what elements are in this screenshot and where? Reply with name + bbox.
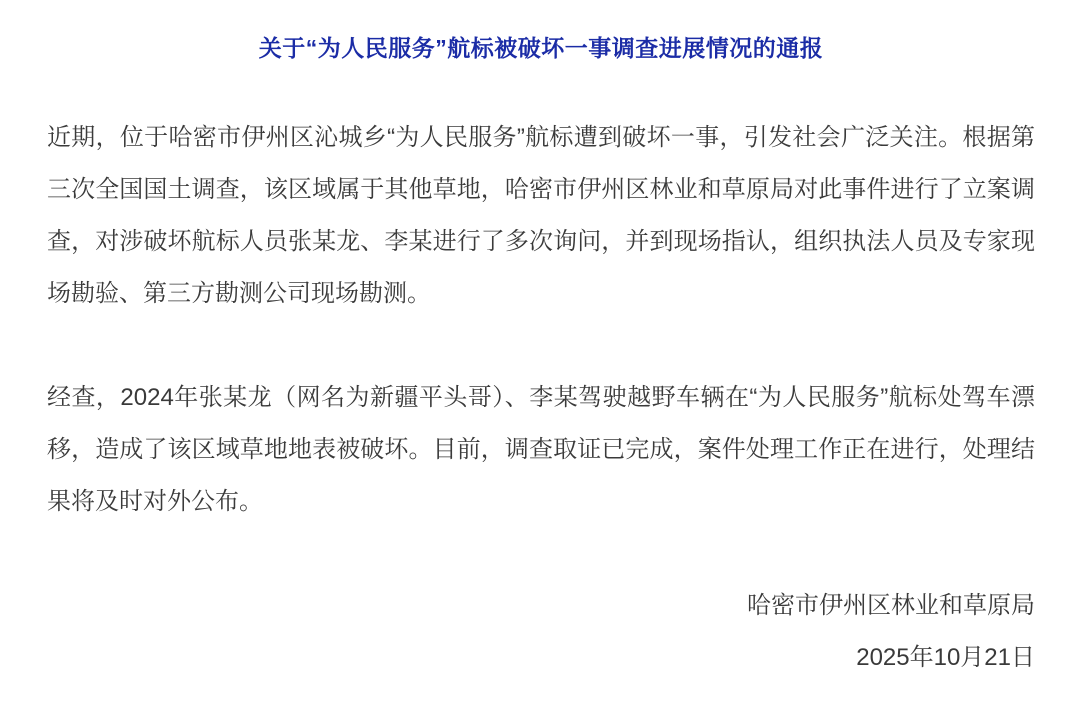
signature-date: 2025年10月21日 (856, 644, 1035, 671)
notice-paragraph-1: 近期，位于哈密市伊州区沁城乡“为人民服务”航标遭到破坏一事，引发社会广泛关注。根据第三次全国国土调查，该区域属于其他草地，哈密市伊州区林业和草原局对此事件进行了立案调查，对涉破坏航标人员张某龙、李某进行了多次询问，并到现场指认，组织执法人员及专家现场勘验、第三方勘测公司现场勘测。 (47, 124, 1035, 307)
signature-agency: 哈密市伊州区林业和草原局 (747, 592, 1035, 619)
notice-title: 关于“为人民服务”航标被破坏一事调查进展情况的通报 (258, 35, 824, 61)
signature-block (47, 580, 1035, 684)
notice-paragraph-2: 经查，2024年张某龙（网名为新疆平头哥）、李某驾驶越野车辆在“为人民服务”航标处驾车漂移，造成了该区域草地地表被破坏。目前，调查取证已完成，案件处理工作正在进行，处理结果将及时对外公布。 (47, 384, 1035, 515)
